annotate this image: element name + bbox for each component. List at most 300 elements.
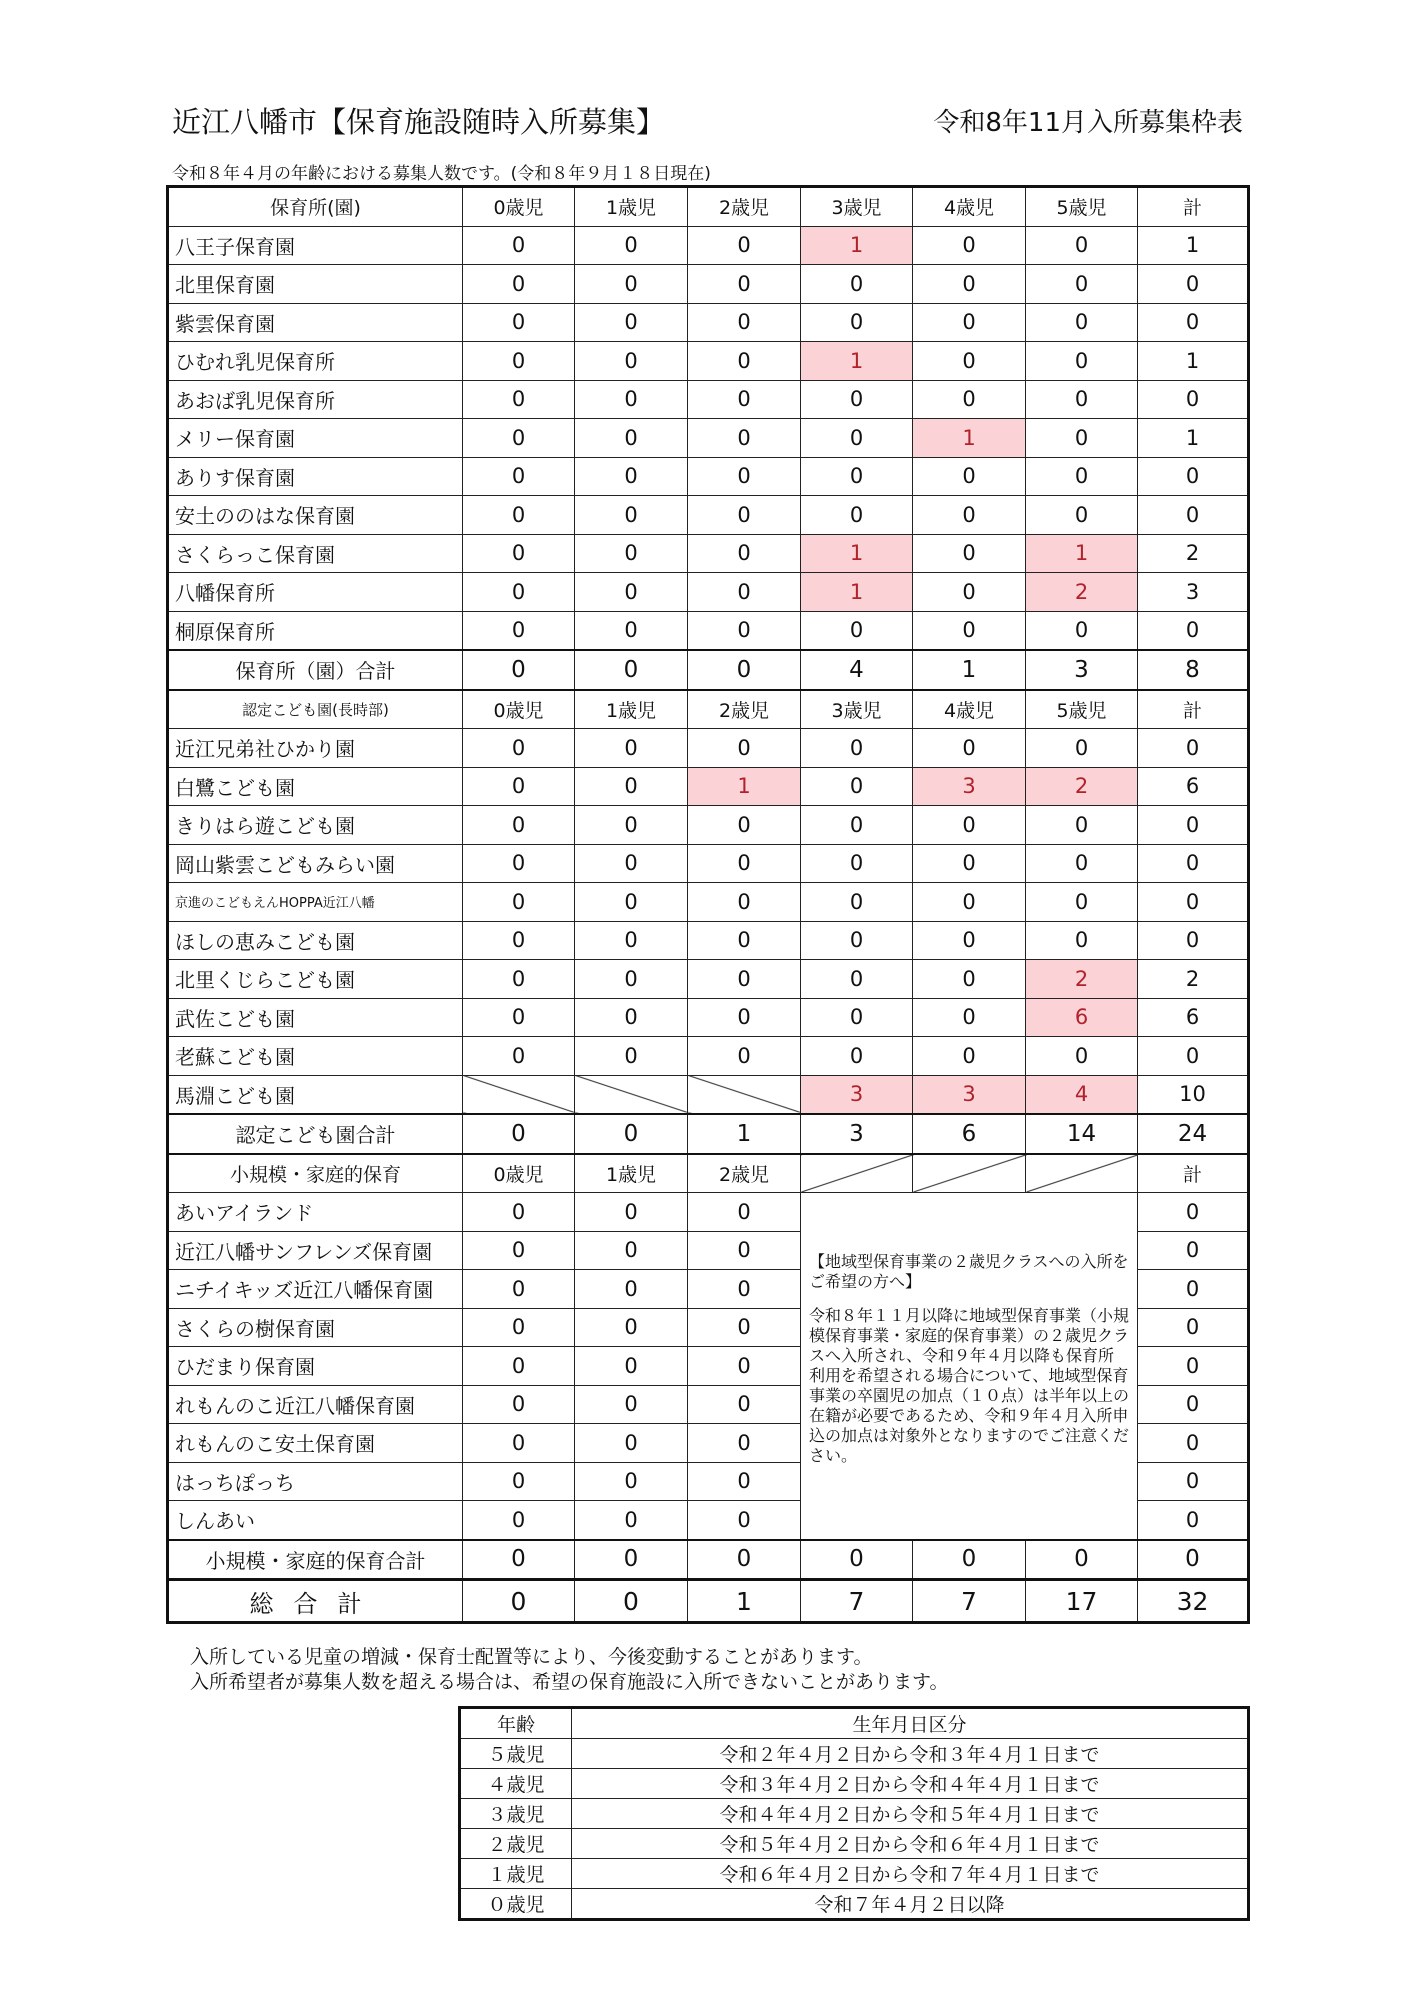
birth-row: [460, 1769, 1249, 1799]
facility-name: れもんのこ近江八幡保育園: [168, 1385, 463, 1424]
count-cell: 0: [688, 1347, 801, 1386]
count-cell: 0: [463, 1308, 575, 1347]
count-cell: 0: [463, 1037, 575, 1076]
facility-name: 武佐こども園: [168, 998, 463, 1037]
table-row: [168, 1075, 1249, 1114]
section-header-label: 保育所(園): [168, 187, 463, 227]
facility-name: 北里くじらこども園: [168, 960, 463, 999]
count-cell: 0: [688, 1193, 801, 1232]
count-cell: 0: [688, 342, 801, 381]
count-cell: 0: [688, 419, 801, 458]
count-cell: 0: [1026, 806, 1138, 845]
subtotal-cell: 0: [913, 1540, 1026, 1580]
section-header-row: [168, 1154, 1249, 1193]
count-cell: 0: [913, 998, 1026, 1037]
column-header: 5歳児: [1026, 690, 1138, 729]
count-cell: 6: [1138, 767, 1249, 806]
count-cell: 0: [913, 342, 1026, 381]
count-cell: 0: [463, 1231, 575, 1270]
count-cell: 0: [688, 1501, 801, 1540]
subtotal-row: [168, 1114, 1249, 1154]
count-cell: 0: [913, 1037, 1026, 1076]
column-header: 4歳児: [913, 187, 1026, 227]
notice-body: 令和８年１１月以降に地域型保育事業（小規模保育事業・家庭的保育事業）の２歳児クラスへ入所され、令和９年４月以降も保育所利用を希望される場合について、地域型保育事業の卒園児の加点（１０点）は半年以上の在籍が必要であるため、令和９年４月入所申込の加点は対象外となりますのでご注意ください。: [809, 1305, 1130, 1465]
count-cell: 0: [688, 1037, 801, 1076]
count-cell: 0: [575, 998, 688, 1037]
table-row: [168, 767, 1249, 806]
count-cell: 0: [1138, 1270, 1249, 1309]
count-cell: 4: [1026, 1075, 1138, 1114]
age-cell: １歳児: [460, 1859, 572, 1889]
count-cell: 0: [801, 767, 913, 806]
column-header: 0歳児: [463, 1154, 575, 1193]
table-row: [168, 265, 1249, 304]
subtotal-cell: 14: [1026, 1114, 1138, 1154]
subtotal-cell: 24: [1138, 1114, 1249, 1154]
facility-name: ひだまり保育園: [168, 1347, 463, 1386]
table-row: [168, 844, 1249, 883]
count-cell: 0: [1026, 265, 1138, 304]
facility-name: 安土ののはな保育園: [168, 496, 463, 535]
count-cell: 0: [463, 534, 575, 573]
column-header: 計: [1138, 690, 1249, 729]
count-cell: 0: [688, 806, 801, 845]
count-cell: 6: [1138, 998, 1249, 1037]
subtotal-cell: 0: [688, 650, 801, 690]
count-cell: 0: [1138, 1193, 1249, 1232]
count-cell: 0: [575, 767, 688, 806]
table-row: [168, 303, 1249, 342]
count-cell: 3: [1138, 573, 1249, 612]
count-cell: 0: [688, 1385, 801, 1424]
count-cell: 3: [913, 767, 1026, 806]
count-cell: 0: [1138, 1385, 1249, 1424]
count-cell: 0: [913, 806, 1026, 845]
subtotal-cell: 0: [575, 1540, 688, 1580]
subtotal-cell: 0: [463, 1540, 575, 1580]
count-cell: 0: [575, 573, 688, 612]
page-subtitle: 令和8年11月入所募集枠表: [933, 108, 1243, 138]
count-cell: 0: [463, 1347, 575, 1386]
grand-total-row: [168, 1580, 1249, 1623]
count-cell: 0: [1026, 226, 1138, 265]
age-cell: ３歳児: [460, 1799, 572, 1829]
count-cell: 0: [688, 534, 801, 573]
count-cell: 0: [575, 226, 688, 265]
count-cell: 0: [688, 729, 801, 768]
grand-total-label: 総合計: [168, 1580, 463, 1623]
count-cell: 0: [913, 457, 1026, 496]
count-cell: 0: [575, 960, 688, 999]
count-cell: 0: [575, 380, 688, 419]
facility-name: しんあい: [168, 1501, 463, 1540]
count-cell: 0: [575, 611, 688, 650]
count-cell: 0: [463, 1385, 575, 1424]
count-cell: 2: [1026, 960, 1138, 999]
count-cell: 0: [575, 457, 688, 496]
count-cell: 0: [463, 998, 575, 1037]
count-cell: 0: [463, 419, 575, 458]
birth-row: [460, 1829, 1249, 1859]
column-header: 計: [1138, 187, 1249, 227]
age-cell: ５歳児: [460, 1739, 572, 1769]
facility-name: さくらの樹保育園: [168, 1308, 463, 1347]
age-cell: ０歳児: [460, 1889, 572, 1920]
section-header-label: 小規模・家庭的保育: [168, 1154, 463, 1193]
column-header: 0歳児: [463, 187, 575, 227]
birth-row: [460, 1799, 1249, 1829]
table-row: [168, 806, 1249, 845]
age-cell: ２歳児: [460, 1829, 572, 1859]
birth-header-row: [460, 1708, 1249, 1739]
count-cell: 0: [801, 611, 913, 650]
count-cell: 0: [801, 457, 913, 496]
count-cell: 0: [1138, 496, 1249, 535]
facility-name: 近江八幡サンフレンズ保育園: [168, 1231, 463, 1270]
count-cell: [575, 1075, 688, 1114]
count-cell: 0: [463, 767, 575, 806]
recruitment-table: [166, 185, 1250, 1624]
column-header: 0歳児: [463, 690, 575, 729]
count-cell: 0: [575, 806, 688, 845]
birth-date-table: [458, 1706, 1250, 1921]
table-row: [168, 573, 1249, 612]
table-row: [168, 419, 1249, 458]
count-cell: 0: [1138, 611, 1249, 650]
column-header: 3歳児: [801, 690, 913, 729]
count-cell: 0: [1026, 729, 1138, 768]
subtotal-row: [168, 650, 1249, 690]
count-cell: 0: [1138, 1037, 1249, 1076]
facility-name: れもんのこ安土保育園: [168, 1424, 463, 1463]
count-cell: 0: [463, 573, 575, 612]
birthdate-range-cell: 令和７年４月２日以降: [572, 1889, 1249, 1920]
count-cell: 0: [1138, 729, 1249, 768]
count-cell: 0: [1026, 457, 1138, 496]
count-cell: 0: [575, 1270, 688, 1309]
grand-total-cell: 7: [801, 1580, 913, 1623]
count-cell: 2: [1026, 767, 1138, 806]
count-cell: 0: [1026, 303, 1138, 342]
table-row: [168, 883, 1249, 922]
facility-name: 岡山紫雲こどもみらい園: [168, 844, 463, 883]
count-cell: 0: [688, 998, 801, 1037]
count-cell: 0: [688, 303, 801, 342]
count-cell: 0: [1138, 883, 1249, 922]
column-header: 計: [1138, 1154, 1249, 1193]
subtotal-cell: 0: [688, 1540, 801, 1580]
count-cell: 1: [1138, 419, 1249, 458]
facility-name: さくらっこ保育園: [168, 534, 463, 573]
birthdate-range-cell: 令和４年４月２日から令和５年４月１日まで: [572, 1799, 1249, 1829]
count-cell: 0: [1026, 496, 1138, 535]
column-header: 4歳児: [913, 690, 1026, 729]
count-cell: 0: [688, 883, 801, 922]
table-row: [168, 496, 1249, 535]
facility-name: 北里保育園: [168, 265, 463, 304]
count-cell: 0: [575, 1385, 688, 1424]
column-header: 1歳児: [575, 690, 688, 729]
count-cell: 0: [688, 1270, 801, 1309]
facility-name: 京進のこどもえんHOPPA近江八幡: [168, 883, 463, 922]
count-cell: 0: [913, 729, 1026, 768]
count-cell: 10: [1138, 1075, 1249, 1114]
facility-name: メリー保育園: [168, 419, 463, 458]
count-cell: 0: [1026, 611, 1138, 650]
count-cell: 0: [688, 921, 801, 960]
facility-name: 紫雲保育園: [168, 303, 463, 342]
notice-title: 【地域型保育事業の２歳児クラスへの入所をご希望の方へ】: [809, 1251, 1129, 1291]
notice-box: [801, 1193, 1138, 1540]
count-cell: 1: [1138, 342, 1249, 381]
count-cell: 0: [913, 611, 1026, 650]
count-cell: 0: [575, 342, 688, 381]
age-header: 年齢: [460, 1708, 572, 1739]
table-row: [168, 729, 1249, 768]
section-header-label: 認定こども園(長時部): [168, 690, 463, 729]
table-row: [168, 534, 1249, 573]
count-cell: 0: [1026, 844, 1138, 883]
facility-name: きりはら遊こども園: [168, 806, 463, 845]
empty-diagonal-cell: [913, 1154, 1026, 1193]
section-header-row: [168, 187, 1249, 227]
footer-note: 入所している児童の増減・保育士配置等により、今後変動することがあります。: [190, 1646, 873, 1668]
subtotal-cell: 0: [463, 650, 575, 690]
count-cell: 0: [688, 496, 801, 535]
grand-total-cell: 0: [575, 1580, 688, 1623]
count-cell: 0: [575, 1462, 688, 1501]
birth-row: [460, 1889, 1249, 1920]
birthdate-range-cell: 令和５年４月２日から令和６年４月１日まで: [572, 1829, 1249, 1859]
count-cell: [688, 1075, 801, 1114]
count-cell: 0: [801, 1037, 913, 1076]
count-cell: 1: [913, 419, 1026, 458]
count-cell: 0: [575, 1501, 688, 1540]
count-cell: 1: [1026, 534, 1138, 573]
count-cell: 0: [801, 883, 913, 922]
count-cell: 0: [463, 1501, 575, 1540]
count-cell: 0: [463, 1270, 575, 1309]
count-cell: 0: [463, 729, 575, 768]
subtotal-cell: 0: [801, 1540, 913, 1580]
facility-name: あおば乳児保育所: [168, 380, 463, 419]
count-cell: 0: [575, 844, 688, 883]
count-cell: 0: [1138, 265, 1249, 304]
count-cell: 0: [801, 265, 913, 304]
facility-name: 八幡保育所: [168, 573, 463, 612]
column-header: 1歳児: [575, 187, 688, 227]
facility-name: あいアイランド: [168, 1193, 463, 1232]
count-cell: 0: [463, 342, 575, 381]
age-cell: ４歳児: [460, 1769, 572, 1799]
count-cell: 0: [1138, 303, 1249, 342]
subtotal-cell: 0: [1026, 1540, 1138, 1580]
count-cell: 3: [913, 1075, 1026, 1114]
table-row: [168, 380, 1249, 419]
birthdate-range-cell: 令和２年４月２日から令和３年４月１日まで: [572, 1739, 1249, 1769]
count-cell: 0: [688, 844, 801, 883]
count-cell: 0: [575, 883, 688, 922]
subtotal-label: 認定こども園合計: [168, 1114, 463, 1154]
table-row: [168, 1037, 1249, 1076]
footer-notes: [190, 1645, 948, 1695]
count-cell: 0: [575, 1231, 688, 1270]
count-cell: 0: [801, 496, 913, 535]
grand-total-cell: 7: [913, 1580, 1026, 1623]
count-cell: 0: [688, 611, 801, 650]
column-header: 5歳児: [1026, 187, 1138, 227]
count-cell: 0: [575, 1193, 688, 1232]
facility-name: 白鷺こども園: [168, 767, 463, 806]
count-cell: 0: [688, 1308, 801, 1347]
count-cell: 0: [463, 226, 575, 265]
count-cell: 0: [688, 1462, 801, 1501]
count-cell: 0: [801, 729, 913, 768]
table-row: [168, 611, 1249, 650]
count-cell: 0: [463, 806, 575, 845]
count-cell: 0: [913, 226, 1026, 265]
subtotal-cell: 1: [913, 650, 1026, 690]
count-cell: 0: [463, 960, 575, 999]
column-header: 2歳児: [688, 690, 801, 729]
facility-name: ほしの恵みこども園: [168, 921, 463, 960]
facility-name: 桐原保育所: [168, 611, 463, 650]
count-cell: 0: [575, 265, 688, 304]
count-cell: 0: [1138, 1347, 1249, 1386]
count-cell: 0: [575, 1424, 688, 1463]
count-cell: 0: [463, 1462, 575, 1501]
grand-total-cell: 17: [1026, 1580, 1138, 1623]
empty-diagonal-cell: [1026, 1154, 1138, 1193]
footer-note: 入所希望者が募集人数を超える場合は、希望の保育施設に入所できないことがあります。: [190, 1671, 949, 1693]
count-cell: 0: [801, 806, 913, 845]
count-cell: 0: [463, 265, 575, 304]
subtotal-cell: 1: [688, 1114, 801, 1154]
facility-name: 馬淵こども園: [168, 1075, 463, 1114]
count-cell: 0: [463, 1424, 575, 1463]
count-cell: 0: [575, 496, 688, 535]
count-cell: 0: [913, 960, 1026, 999]
count-cell: 0: [463, 844, 575, 883]
subtotal-cell: 0: [575, 650, 688, 690]
table-row: [168, 342, 1249, 381]
count-cell: 0: [1138, 380, 1249, 419]
count-cell: 0: [688, 1231, 801, 1270]
count-cell: 0: [1138, 457, 1249, 496]
count-cell: [463, 1075, 575, 1114]
count-cell: 0: [1026, 1037, 1138, 1076]
page-title: 近江八幡市【保育施設随時入所募集】: [172, 105, 666, 139]
facility-name: 近江兄弟社ひかり園: [168, 729, 463, 768]
birth-row: [460, 1859, 1249, 1889]
table-row: [168, 226, 1249, 265]
count-cell: 0: [913, 883, 1026, 922]
count-cell: 0: [1026, 342, 1138, 381]
count-cell: 2: [1026, 573, 1138, 612]
count-cell: 0: [688, 457, 801, 496]
subtotal-cell: 4: [801, 650, 913, 690]
count-cell: 0: [913, 534, 1026, 573]
count-cell: 0: [688, 960, 801, 999]
count-cell: 0: [913, 303, 1026, 342]
count-cell: 1: [801, 226, 913, 265]
section-header-row: [168, 690, 1249, 729]
count-cell: 0: [575, 729, 688, 768]
count-cell: 0: [801, 419, 913, 458]
count-cell: 0: [688, 265, 801, 304]
subtotal-cell: 0: [575, 1114, 688, 1154]
count-cell: 0: [1138, 1308, 1249, 1347]
subtotal-cell: 8: [1138, 650, 1249, 690]
count-cell: 0: [1138, 921, 1249, 960]
count-cell: 0: [801, 960, 913, 999]
count-cell: 0: [688, 380, 801, 419]
count-cell: 2: [1138, 534, 1249, 573]
count-cell: 0: [575, 1347, 688, 1386]
count-cell: 0: [1138, 844, 1249, 883]
facility-name: ニチイキッズ近江八幡保育園: [168, 1270, 463, 1309]
count-cell: 0: [1026, 883, 1138, 922]
count-cell: 2: [1138, 960, 1249, 999]
subtotal-cell: 3: [1026, 650, 1138, 690]
count-cell: 0: [463, 496, 575, 535]
column-header: 2歳児: [688, 1154, 801, 1193]
count-cell: 0: [801, 303, 913, 342]
count-cell: 0: [801, 380, 913, 419]
count-cell: 0: [1138, 1424, 1249, 1463]
table-row: [168, 921, 1249, 960]
count-cell: 6: [1026, 998, 1138, 1037]
birthdate-header: 生年月日区分: [572, 1708, 1249, 1739]
count-cell: 0: [1138, 1462, 1249, 1501]
count-cell: 0: [913, 496, 1026, 535]
count-cell: 0: [463, 1193, 575, 1232]
count-cell: 1: [1138, 226, 1249, 265]
count-cell: 0: [801, 998, 913, 1037]
subtotal-cell: 3: [801, 1114, 913, 1154]
subtotal-label: 保育所（園）合計: [168, 650, 463, 690]
grand-total-cell: 0: [463, 1580, 575, 1623]
table-row: [168, 960, 1249, 999]
count-cell: 0: [1138, 1501, 1249, 1540]
count-cell: 0: [801, 844, 913, 883]
count-cell: 3: [801, 1075, 913, 1114]
count-cell: 0: [463, 457, 575, 496]
count-cell: 0: [913, 573, 1026, 612]
count-cell: 0: [1138, 806, 1249, 845]
count-cell: 0: [463, 611, 575, 650]
subtotal-cell: 6: [913, 1114, 1026, 1154]
subtotal-label: 小規模・家庭的保育合計: [168, 1540, 463, 1580]
count-cell: 0: [463, 883, 575, 922]
count-cell: 0: [688, 1424, 801, 1463]
count-cell: 0: [575, 921, 688, 960]
count-cell: 0: [463, 303, 575, 342]
count-cell: 0: [463, 380, 575, 419]
facility-name: ありす保育園: [168, 457, 463, 496]
column-header: 1歳児: [575, 1154, 688, 1193]
count-cell: 0: [913, 380, 1026, 419]
count-cell: 0: [688, 226, 801, 265]
count-cell: 0: [575, 1308, 688, 1347]
count-cell: 0: [575, 1037, 688, 1076]
subtotal-row: [168, 1540, 1249, 1580]
count-cell: 0: [801, 921, 913, 960]
subtotal-cell: 0: [463, 1114, 575, 1154]
empty-diagonal-cell: [801, 1154, 913, 1193]
column-header: 2歳児: [688, 187, 801, 227]
count-cell: 0: [575, 419, 688, 458]
